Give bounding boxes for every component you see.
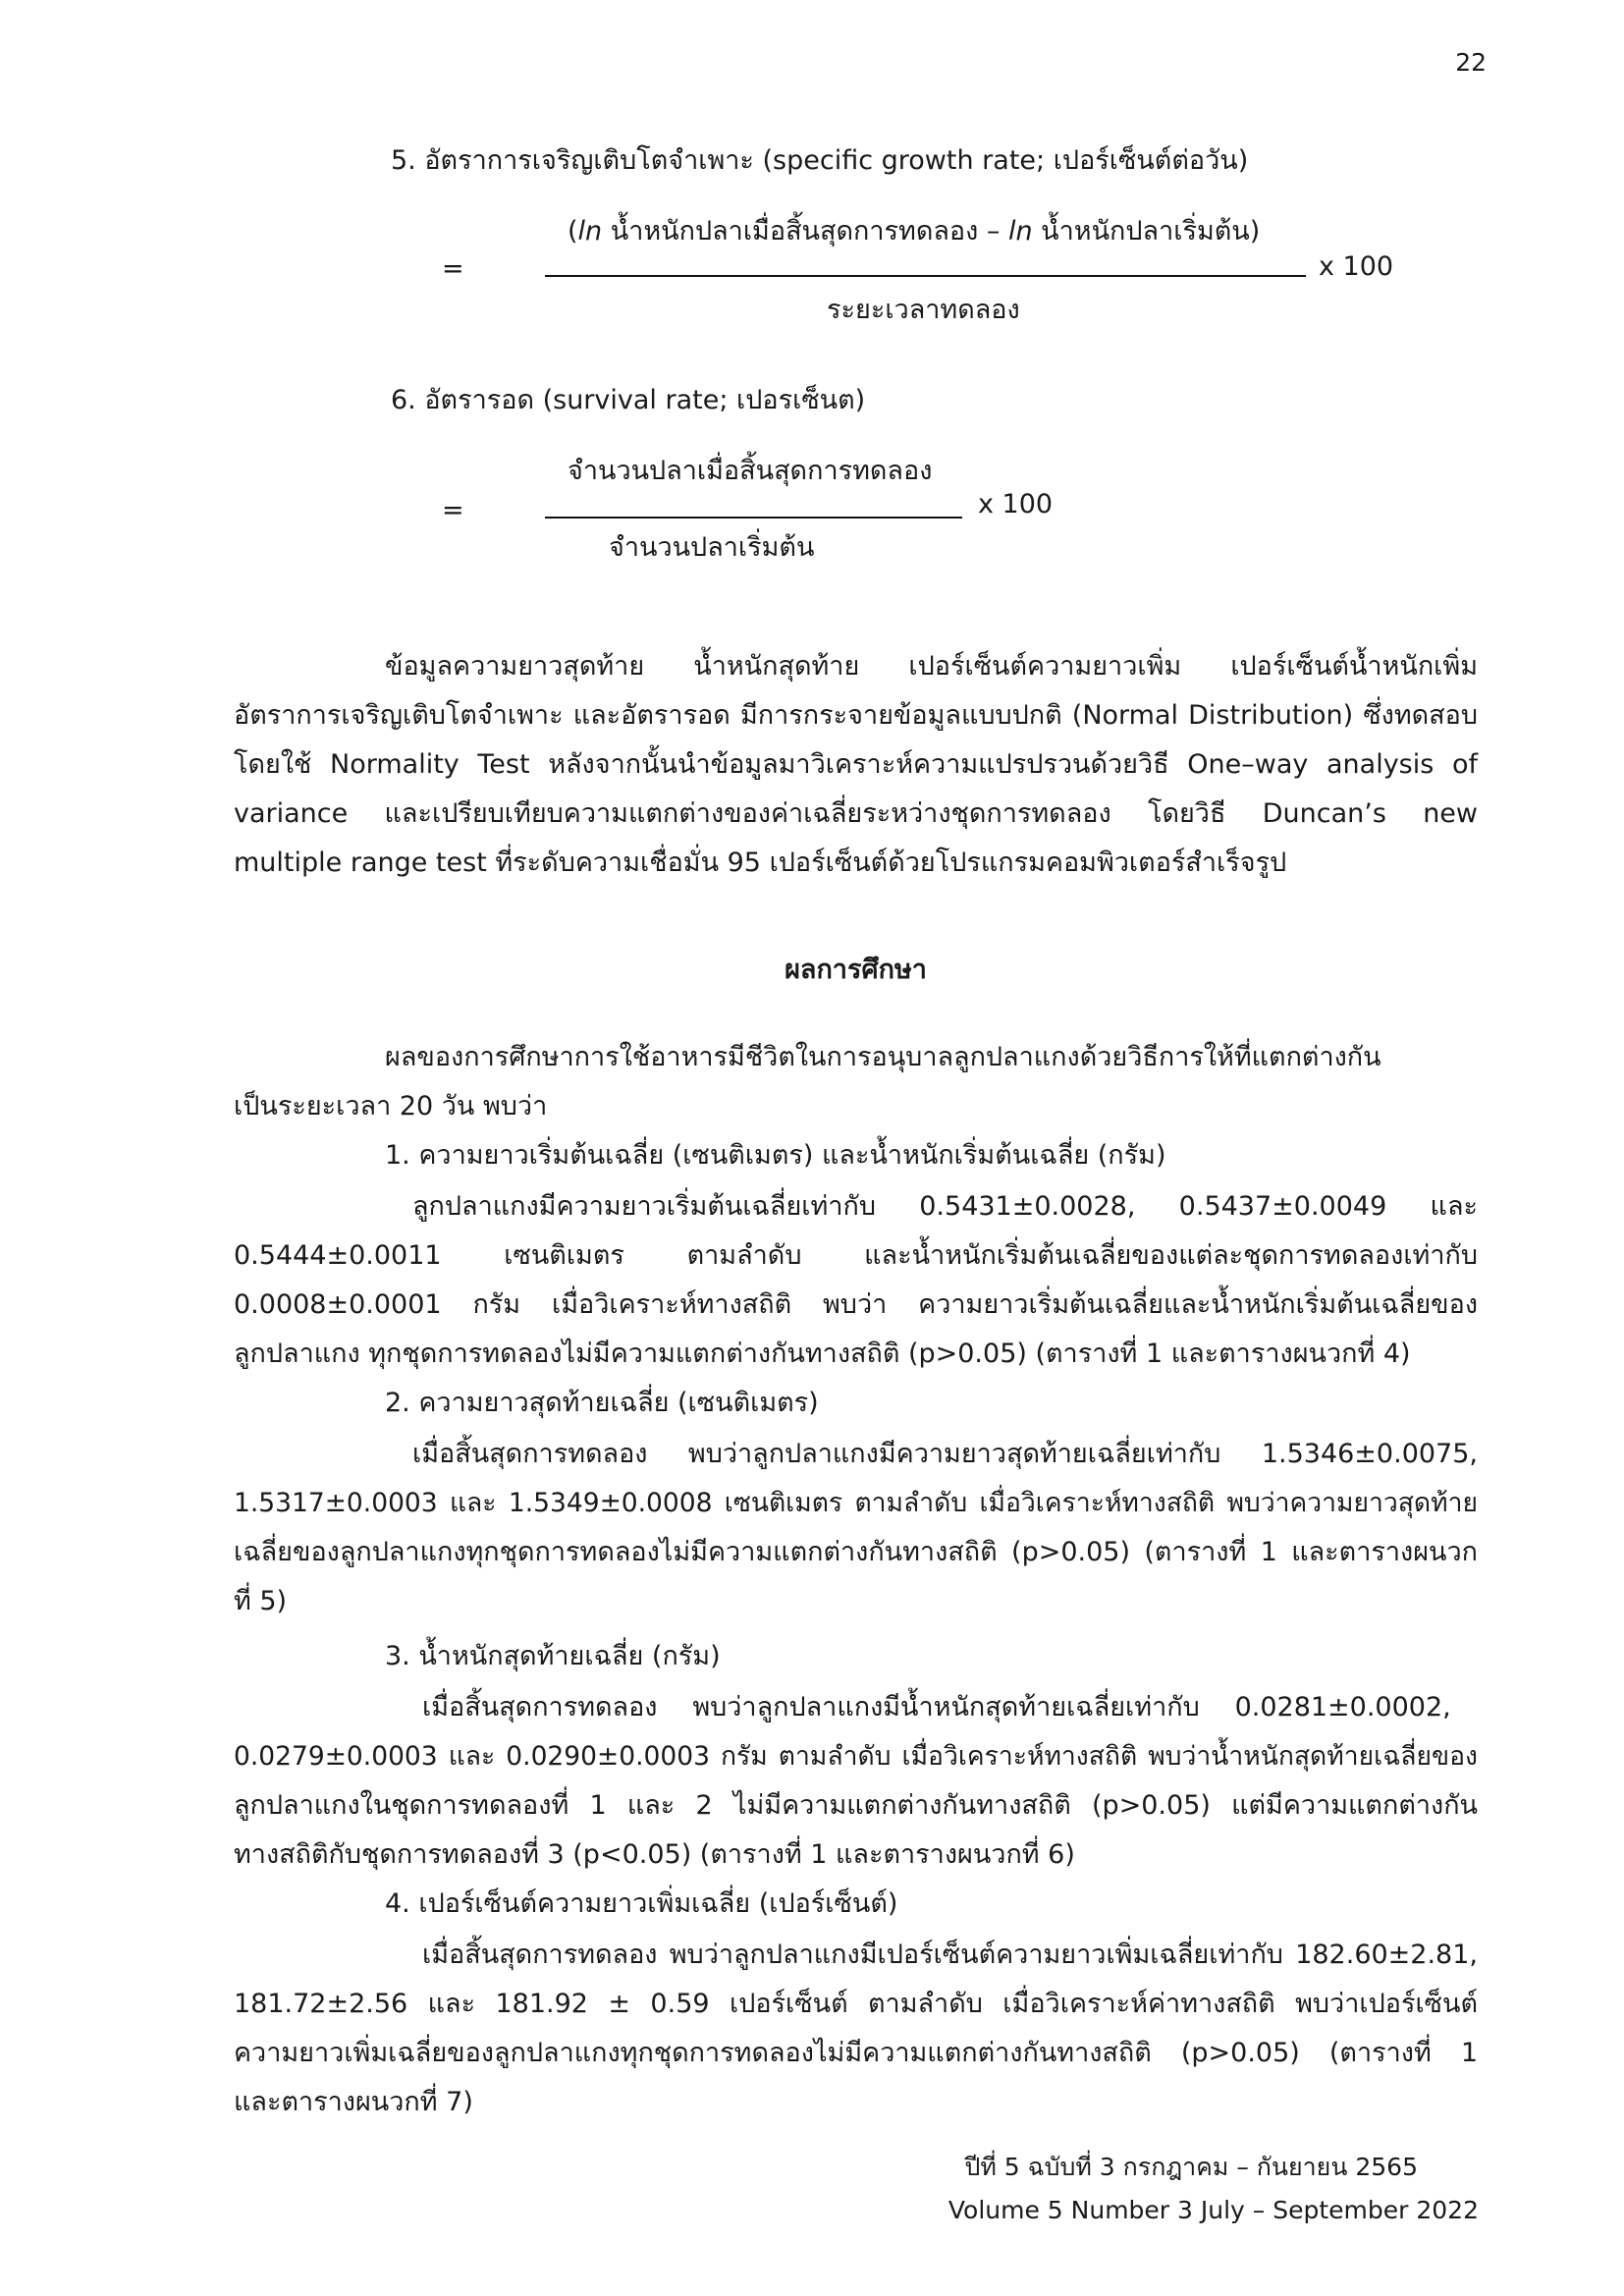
section-line: เฉลี่ยของลูกปลาแกงทุกชุดการทดลองไม่มีความแตกต่างกันทางสถิติ (p>0.05) (ตารางที่ 1 และตารางผนวก — [234, 1537, 1478, 1567]
footer-english: Volume 5 Number 3 July – September 2022 — [947, 2196, 1479, 2224]
section-heading: 3. น้ำหนักสุดท้ายเฉลี่ย (กรัม) — [385, 1641, 721, 1671]
results-intro-line: เป็นระยะเวลา 20 วัน พบว่า — [234, 1091, 548, 1121]
methods-line: variance และเปรียบเทียบความแตกต่างของค่าเฉลี่ยระหว่างชุดการทดลอง โดยวิธี Duncan’s new — [234, 798, 1478, 829]
section-line: 0.5444±0.0011 เซนติเมตร ตามลำดับ และน้ำหนักเริ่มต้นเฉลี่ยของแต่ละชุดการทดลองเท่ากับ — [234, 1240, 1478, 1271]
sgr-denominator: ระยะเวลาทดลอง — [827, 295, 1020, 325]
survival-denominator: จำนวนปลาเริ่มต้น — [609, 532, 815, 563]
section-line: 1.5317±0.0003 และ 1.5349±0.0008 เซนติเมตร ตามลำดับ เมื่อวิเคราะห์ทางสถิติ พบว่าความยาวสุดท้าย — [234, 1488, 1478, 1518]
sgr-numerator — [568, 208, 1260, 255]
section-line: เมื่อสิ้นสุดการทดลอง พบว่าลูกปลาแกงมีเปอร์เซ็นต์ความยาวเพิ่มเฉลี่ยเท่ากับ 182.60±2.81, — [422, 1940, 1478, 1970]
page-number: 22 — [1455, 48, 1487, 77]
methods-line: ข้อมูลความยาวสุดท้าย น้ำหนักสุดท้าย เปอร์เซ็นต์ความยาวเพิ่ม เปอร์เซ็นต์น้ำหนักเพิ่ม — [385, 651, 1478, 682]
section-line: ลูกปลาแกงในชุดการทดลองที่ 1 และ 2 ไม่มีความแตกต่างกันทางสถิติ (p>0.05) แต่มีความแตกต่างกัน — [234, 1790, 1478, 1821]
section-line: ที่ 5) — [234, 1586, 288, 1616]
survival-fraction-bar — [545, 517, 962, 519]
survival-numerator: จำนวนปลาเมื่อสิ้นสุดการทดลอง — [568, 456, 933, 486]
section-line: ลูกปลาแกง ทุกชุดการทดลองไม่มีความแตกต่างกันทางสถิติ (p>0.05) (ตารางที่ 1 และตารางผนวกที่ 4) — [234, 1339, 1411, 1369]
section-line: 0.0279±0.0003 และ 0.0290±0.0003 กรัม ตามลำดับ เมื่อวิเคราะห์ทางสถิติ พบว่าน้ำหนักสุดท้ายเฉลี่ยของ — [234, 1741, 1478, 1772]
section-line: เมื่อสิ้นสุดการทดลอง พบว่าลูกปลาแกงมีน้ำหนักสุดท้ายเฉลี่ยเท่ากับ 0.0281±0.0002, — [422, 1692, 1451, 1722]
sgr-ln-1: ln — [577, 216, 603, 246]
section-line: 181.72±2.56 และ 181.92 ± 0.59 เปอร์เซ็นต์ ตามลำดับ เมื่อวิเคราะห์ค่าทางสถิติ พบว่าเปอร์เซ็นต์ — [234, 1989, 1478, 2019]
results-intro-line: ผลของการศึกษาการใช้อาหารมีชีวิตในการอนุบาลลูกปลาแกงด้วยวิธีการให้ที่แตกต่างกัน — [385, 1042, 1381, 1072]
sgr-equals: = — [442, 253, 464, 284]
sgr-num-part-1: น้ำหนักปลาเมื่อสิ้นสุดการทดลอง – — [602, 216, 1008, 246]
section-line: ความยาวเพิ่มเฉลี่ยของลูกปลาแกงทุกชุดการทดลองไม่มีความแตกต่างกันทางสถิติ (p>0.05) (ตารางที่ 1 — [234, 2038, 1478, 2068]
sgr-heading: 5. อัตราการเจริญเติบโตจำเพาะ (specific growth rate; เปอร์เซ็นต์ต่อวัน) — [391, 145, 1249, 176]
section-line: เมื่อสิ้นสุดการทดลอง พบว่าลูกปลาแกงมีความยาวสุดท้ายเฉลี่ยเท่ากับ 1.5346±0.0075, — [412, 1439, 1478, 1469]
sgr-fraction-bar — [545, 275, 1306, 277]
section-line: 0.0008±0.0001 กรัม เมื่อวิเคราะห์ทางสถิติ พบว่า ความยาวเริ่มต้นเฉลี่ยและน้ำหนักเริ่มต้นเฉลี่ยของ — [234, 1289, 1478, 1320]
sgr-num-part-2: น้ำหนักปลาเริ่มต้น) — [1032, 216, 1261, 246]
survival-multiplier: x 100 — [978, 489, 1054, 519]
methods-line: โดยใช้ Normality Test หลังจากนั้นนำข้อมูลมาวิเคราะห์ความแปรปรวนด้วยวิธี One–way analysis of — [234, 749, 1478, 780]
section-heading: 2. ความยาวสุดท้ายเฉลี่ย (เซนติเมตร) — [385, 1388, 819, 1418]
sgr-ln-2: ln — [1007, 216, 1033, 246]
footer-thai: ปีที่ 5 ฉบับที่ 3 กรกฎาคม – กันยายน 2565 — [964, 2153, 1418, 2181]
section-heading: 1. ความยาวเริ่มต้นเฉลี่ย (เซนติเมตร) และน้ำหนักเริ่มต้นเฉลี่ย (กรัม) — [385, 1140, 1166, 1171]
results-title: ผลการศึกษา — [785, 955, 927, 985]
sgr-multiplier: x 100 — [1319, 251, 1394, 282]
section-line: และตารางผนวกที่ 7) — [234, 2087, 473, 2117]
sgr-num-open: ( — [568, 216, 578, 246]
survival-heading: 6. อัตรารอด (survival rate; เปอรเซ็นต) — [391, 385, 866, 415]
methods-line: multiple range test ที่ระดับความเชื่อมั่น 95 เปอร์เซ็นต์ด้วยโปรแกรมคอมพิวเตอร์สำเร็จรูป — [234, 847, 1287, 878]
survival-equals: = — [442, 495, 464, 525]
section-line: ลูกปลาแกงมีความยาวเริ่มต้นเฉลี่ยเท่ากับ 0.5431±0.0028, 0.5437±0.0049 และ — [412, 1191, 1478, 1222]
methods-line: อัตราการเจริญเติบโตจำเพาะ และอัตรารอด มีการกระจายข้อมูลแบบปกติ (Normal Distribution) ซึ่งทดสอบ — [234, 700, 1478, 731]
section-line: ทางสถิติกับชุดการทดลองที่ 3 (p<0.05) (ตารางที่ 1 และตารางผนวกที่ 6) — [234, 1839, 1075, 1870]
section-heading: 4. เปอร์เซ็นต์ความยาวเพิ่มเฉลี่ย (เปอร์เซ็นต์) — [385, 1888, 898, 1919]
